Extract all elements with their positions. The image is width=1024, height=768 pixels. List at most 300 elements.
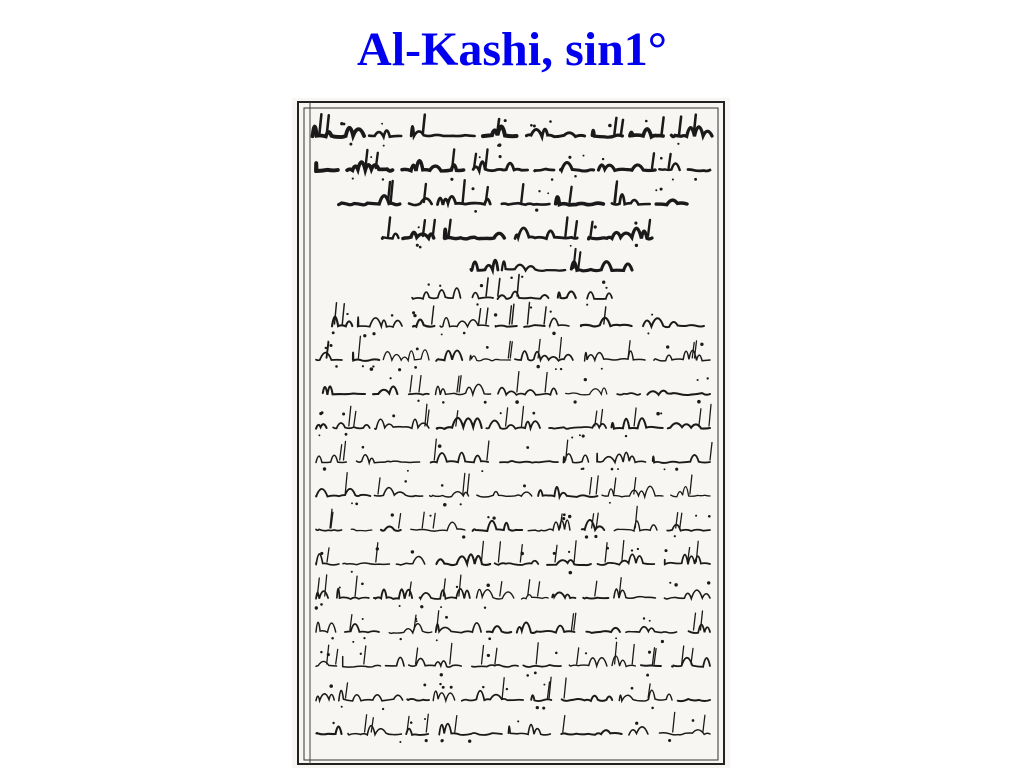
script-dot [445,616,448,619]
script-dot [672,178,674,180]
script-word-stroke [581,318,632,327]
script-dot [615,637,617,639]
script-word-stroke [477,492,532,497]
script-dot [481,470,483,472]
script-word-stroke [643,318,704,327]
script-word-stroke [373,386,397,394]
script-letter-stroke [498,279,500,296]
script-dot [440,673,443,676]
script-word-stroke [316,489,370,497]
script-letter-stroke [577,648,579,664]
script-dot [649,620,651,622]
script-letter-stroke [605,543,607,562]
script-dot [320,651,322,653]
script-letter-stroke [498,542,500,562]
script-word-stroke [498,388,557,395]
script-dot [436,639,438,641]
script-letter-stroke [399,514,401,528]
script-dot [500,412,502,414]
script-letter-stroke [680,513,682,528]
script-letter-stroke [376,543,378,562]
script-dot [399,605,401,607]
script-dot [594,535,597,538]
script-word-stroke [612,418,663,428]
script-word-stroke [502,261,565,270]
script-dot [648,651,651,654]
script-letter-stroke [578,252,580,268]
script-dot [563,513,566,516]
script-word-stroke [689,625,711,634]
script-word-stroke [407,699,429,701]
script-dot [486,583,490,587]
script-dot [549,120,552,123]
script-dot [526,446,529,449]
script-letter-stroke [336,649,338,664]
script-dot [499,155,502,158]
script-letter-stroke [388,217,390,236]
script-word-stroke [619,690,672,701]
script-letter-stroke [419,376,421,392]
script-dot [526,674,529,677]
script-dot [602,158,604,160]
script-word-stroke [472,293,493,299]
script-letter-stroke [710,443,712,461]
script-word-stroke [599,165,656,171]
script-word-stroke [538,487,597,497]
script-word-stroke [347,162,392,171]
script-dot [417,400,419,402]
script-dot [346,313,348,315]
script-word-stroke [630,129,663,137]
script-dot [339,587,341,589]
script-word-stroke [375,488,423,497]
script-word-stroke [668,423,710,428]
script-word-stroke [688,169,710,171]
script-letter-stroke [433,513,435,528]
script-letter-stroke [500,582,502,596]
script-dot [318,434,320,436]
script-word-stroke [522,595,549,599]
script-letter-stroke [506,408,508,426]
script-word-stroke [351,529,372,531]
script-dot [609,502,611,504]
script-word-stroke [523,665,561,667]
script-word-stroke [535,169,554,171]
script-dot [320,603,323,606]
script-letter-stroke [319,114,321,134]
script-letter-stroke [528,580,530,596]
script-dot [335,365,338,368]
script-word-stroke [433,691,455,701]
script-letter-stroke [486,150,488,169]
script-dot [669,582,671,584]
manuscript-page-image [292,98,730,768]
script-word-stroke [583,598,608,599]
script-word-stroke [402,161,464,171]
script-letter-stroke [528,303,530,325]
script-dot [694,178,697,181]
script-dot [383,145,385,147]
script-dot [581,468,583,470]
script-letter-stroke [621,120,623,134]
script-dot [646,674,649,677]
script-dot [606,547,609,550]
script-letter-stroke [487,441,489,460]
script-dot [664,549,667,552]
script-word-stroke [486,421,540,429]
script-dot [398,368,401,371]
script-word-stroke [409,198,432,205]
script-word-stroke [406,729,428,735]
script-word-stroke [316,622,336,632]
script-dot [674,535,676,537]
script-dot [635,722,638,725]
script-letter-stroke [596,513,598,528]
script-word-stroke [515,228,577,239]
script-letter-stroke [563,716,565,733]
script-letter-stroke [632,645,634,665]
script-dot [521,276,523,278]
script-word-stroke [561,730,621,735]
script-word-stroke [563,454,588,463]
script-dot [562,517,565,520]
script-dot [400,638,402,640]
script-dot [515,400,519,404]
script-dot [664,468,666,470]
script-letter-stroke [459,376,461,392]
script-letter-stroke [349,406,351,426]
script-word-stroke [470,355,511,361]
script-word-stroke [586,628,620,633]
script-letter-stroke [512,304,514,324]
script-dot [637,548,639,550]
script-dot [391,513,394,516]
script-dot [569,571,573,575]
script-dot [634,222,637,225]
script-word-stroke [524,325,545,327]
script-dot [345,433,348,436]
script-word-stroke [528,520,570,531]
script-dot [372,332,375,335]
script-word-stroke [369,130,401,136]
script-dot [329,684,333,688]
script-word-stroke [629,727,648,735]
script-dot [480,284,483,287]
script-dot [535,208,538,211]
script-dot [355,503,358,506]
script-word-stroke [409,394,429,395]
script-dot [674,583,677,586]
script-dot [325,347,327,349]
script-letter-stroke [604,307,606,324]
script-letter-stroke [433,220,435,236]
script-dot [413,314,416,317]
script-letter-stroke [434,439,436,460]
script-dot [520,552,524,556]
script-letter-stroke [691,648,693,664]
script-dot [362,446,365,449]
script-dot [547,192,549,194]
script-letter-stroke [701,611,703,630]
script-letter-stroke [457,376,459,392]
script-dot [370,367,374,371]
script-word-stroke [431,453,489,463]
script-word-stroke [316,529,342,530]
script-letter-stroke [481,541,483,562]
script-dot [442,401,445,404]
script-dot [494,313,497,316]
script-dot [560,368,562,370]
script-dot [391,314,394,317]
script-dot [635,244,638,247]
script-word-stroke [348,726,401,735]
script-letter-stroke [365,715,367,732]
script-letter-stroke [538,582,540,596]
script-word-stroke [656,200,687,205]
script-word-stroke [617,393,640,395]
script-dot [424,718,426,720]
script-dot [342,412,345,415]
script-dot [382,708,384,710]
page-outer-border [298,102,724,764]
script-dot [372,365,374,367]
script-dot [602,281,605,284]
script-word-stroke [585,351,645,361]
script-letter-stroke [423,115,425,134]
script-word-stroke [653,455,710,463]
script-dot [647,332,649,334]
script-letter-stroke [358,336,360,358]
script-dot [504,119,507,122]
script-dot [523,484,526,487]
script-letter-stroke [614,118,616,134]
script-word-stroke [587,292,612,299]
script-letter-stroke [378,478,380,494]
script-letter-stroke [694,613,696,630]
script-word-stroke [654,350,710,361]
script-word-stroke [358,317,402,327]
script-dot [487,516,489,518]
script-letter-stroke [673,712,675,732]
script-dot [360,653,362,655]
script-dot [471,187,474,190]
script-letter-stroke [590,478,592,494]
script-dot [352,178,354,180]
script-dot [608,124,612,128]
script-word-stroke [664,590,710,599]
script-letter-stroke [463,473,465,494]
script-dot [474,210,477,213]
script-dot [656,412,660,416]
script-word-stroke [374,589,412,599]
script-dot [349,143,352,146]
script-dot [468,740,471,743]
script-dot [611,468,614,471]
script-word-stroke [343,657,381,668]
script-word-stroke [411,126,475,136]
script-dot [517,720,519,722]
script-word-stroke [445,229,505,239]
script-dot [601,368,603,370]
script-dot [412,311,415,314]
script-word-stroke [323,386,365,395]
script-word-stroke [383,350,429,361]
script-dot [692,719,695,722]
script-letter-stroke [479,309,481,324]
script-dot [428,283,430,285]
script-word-stroke [316,455,346,462]
script-word-stroke [498,292,549,299]
script-dot [651,707,654,710]
script-letter-stroke [669,154,671,168]
script-dot [492,516,495,519]
script-word-stroke [626,627,677,633]
script-dot [415,618,417,620]
script-dot [677,143,679,145]
script-letter-stroke [536,643,538,664]
script-dot [323,467,326,470]
script-dot [484,606,486,608]
script-dot [363,637,365,639]
script-letter-stroke [502,678,504,698]
script-letter-stroke [388,182,390,202]
script-word-stroke [375,419,429,429]
script-dot [416,347,419,350]
script-dot [506,688,508,690]
script-word-stroke [477,589,514,599]
script-letter-stroke [703,715,705,732]
script-letter-stroke [634,408,636,426]
script-dot [568,156,571,159]
script-word-stroke [343,563,389,565]
script-dot [530,306,532,308]
script-dot [585,535,588,538]
script-word-stroke [487,626,511,633]
script-word-stroke [316,353,342,361]
script-letter-stroke [463,180,465,202]
script-word-stroke [411,522,465,531]
manuscript-script-lines [313,114,712,743]
script-word-stroke [641,665,661,666]
script-dot [414,366,417,369]
script-dot [341,706,343,708]
script-dot [429,515,431,517]
script-word-stroke [381,527,401,531]
script-dot [488,637,491,640]
script-word-stroke [337,589,369,599]
script-letter-stroke [696,541,698,562]
script-letter-stroke [709,404,711,426]
script-word-stroke [552,592,575,598]
script-dot [594,225,597,228]
script-word-stroke [440,318,489,327]
script-dot [582,435,585,438]
script-dot [411,550,414,553]
script-dot [617,468,619,470]
script-word-stroke [483,127,517,137]
script-word-stroke [473,162,527,171]
script-word-stroke [471,260,498,270]
script-word-stroke [316,727,341,735]
script-dot [534,671,537,674]
manuscript-image [292,98,730,768]
script-letter-stroke [652,153,654,168]
script-letter-stroke [371,718,373,732]
script-dot [351,502,353,504]
script-dot [700,343,703,346]
script-dot [362,618,364,620]
script-letter-stroke [327,548,329,562]
script-dot [462,535,465,538]
script-word-stroke [562,696,613,701]
script-word-stroke [412,288,461,299]
script-dot [439,683,441,685]
script-dot [645,120,648,123]
script-dot [315,606,318,609]
script-dot [551,178,554,181]
script-dot [442,686,445,689]
script-letter-stroke [467,474,469,494]
script-dot [331,637,334,640]
script-dot [568,515,571,518]
script-dot [570,245,572,247]
script-word-stroke [436,623,481,633]
script-dot [482,686,484,688]
script-word-stroke [462,691,523,701]
script-dot [605,287,607,289]
script-dot [631,549,633,551]
script-letter-stroke [622,541,624,563]
script-word-stroke [436,351,462,361]
script-letter-stroke [575,221,577,236]
script-letter-stroke [486,308,488,324]
script-word-stroke [547,560,591,565]
script-dot [498,143,501,146]
script-letter-stroke [570,187,572,202]
script-letter-stroke [486,278,488,296]
script-dot [423,683,426,686]
script-letter-stroke [509,306,511,324]
script-dot [574,175,577,178]
script-dot [438,444,442,448]
script-word-stroke [316,424,327,429]
script-word-stroke [496,326,517,327]
script-dot [707,581,710,584]
script-dot [484,401,487,404]
script-word-stroke [592,130,622,137]
script-dot [660,412,662,414]
script-dot [697,379,699,381]
script-letter-stroke [574,541,576,562]
script-dot [332,331,335,334]
script-letter-stroke [545,373,547,393]
script-dot [441,484,444,487]
script-word-stroke [678,699,710,701]
script-letter-stroke [595,581,597,596]
script-letter-stroke [422,512,424,528]
script-letter-stroke [662,117,664,134]
script-letter-stroke [591,222,593,236]
script-letter-stroke [482,646,484,665]
script-dot [533,125,536,128]
script-dot [479,156,481,158]
script-dot [655,189,657,191]
script-dot [327,653,330,656]
script-dot [542,707,545,710]
script-dot [329,344,332,347]
script-dot [463,332,466,335]
script-word-stroke [515,351,573,361]
